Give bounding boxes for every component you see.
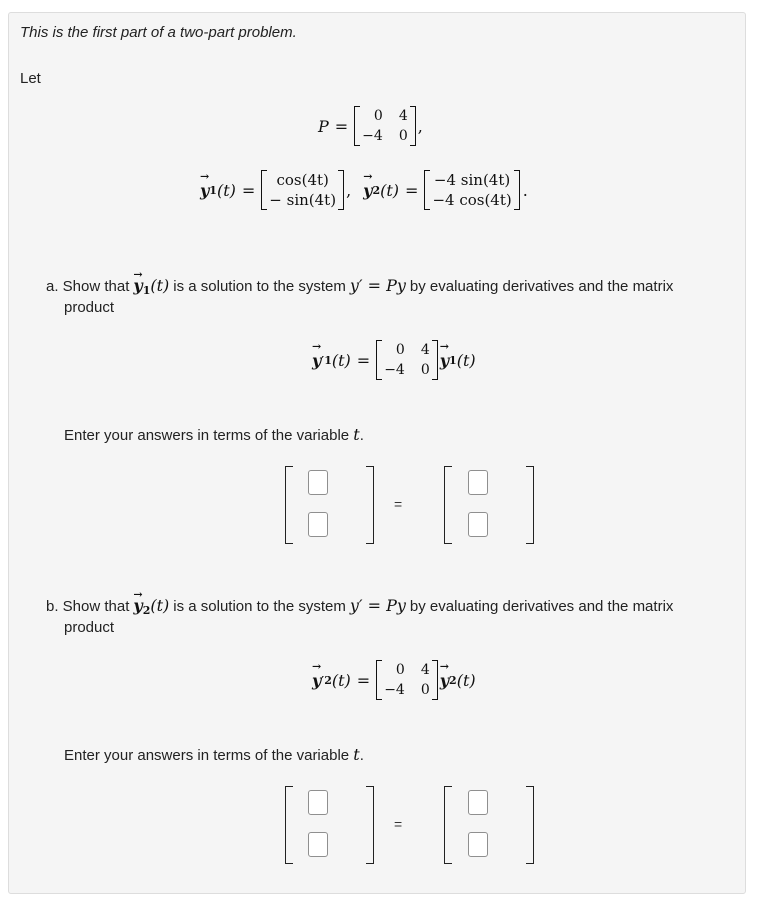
part-b-eq-y2: → y [312, 671, 321, 690]
p-entry-21: −4 [362, 128, 383, 144]
p-entry-12: 4 [398, 108, 408, 124]
part-b-p-12: 4 [420, 662, 430, 678]
part-a-eq-sub: 1 [324, 353, 332, 367]
part-a-equals: = [394, 496, 403, 512]
part-b-right-top-input[interactable] [468, 790, 488, 815]
part-a-right-bracket-r [526, 466, 534, 544]
part-b-equals: = [394, 816, 403, 832]
part-b-middle: is a solution to the system [173, 598, 346, 615]
part-b-eq-sub: 2 [324, 673, 332, 687]
y1-entry-1: cos(4t) [276, 171, 329, 189]
part-a-eq-sub-b: 1 [449, 353, 457, 367]
part-b-left-top-input[interactable] [308, 790, 328, 815]
part-b-right-bracket-l [444, 786, 452, 864]
part-b-p-11: 0 [395, 662, 405, 678]
part-a-arg: (t) [150, 276, 170, 295]
y1-entry-2: − sin(4t) [269, 191, 337, 209]
part-a-left-bracket-l [285, 466, 293, 544]
part-a-vec: → y [133, 275, 142, 297]
part-a-system: y′ = Py [349, 276, 406, 295]
p-definition: P = 0 4 −4 0 , [318, 108, 423, 144]
part-a-right-bottom-input[interactable] [468, 512, 488, 537]
part-a-sub: 1 [142, 284, 151, 297]
part-b-instruction: Enter your answers in terms of the variable t. [64, 745, 364, 764]
p-entry-11: 0 [373, 108, 383, 124]
part-a-line2: product [64, 299, 115, 316]
part-a-p-matrix [376, 340, 438, 380]
part-b-eq-arg: (t) [331, 670, 351, 690]
part-b-p-21: −4 [384, 682, 405, 698]
part-b-left-bottom-input[interactable] [308, 832, 328, 857]
part-a-statement [46, 275, 673, 302]
y-definitions: → y 1 (t) = cos(4t) − sin(4t) , → y 2 (t) = −4 sin(4t) −4 cos(4t) . [200, 170, 528, 210]
part-b-line2: product [64, 619, 115, 636]
part-a-middle: is a solution to the system [173, 278, 346, 295]
y2-arg: (t) [380, 180, 400, 200]
part-b-left-bracket-l [285, 786, 293, 864]
part-a-eq-arg-b: (t) [456, 350, 476, 370]
part-a-prefix: a. Show that [46, 278, 130, 295]
y1-matrix [261, 170, 344, 210]
part-b-suffix: by evaluating derivatives and the matrix [409, 598, 674, 615]
y2-sub: 2 [372, 183, 381, 197]
p-entry-22: 0 [398, 128, 408, 144]
part-a-left-top-input[interactable] [308, 470, 328, 495]
part-a-p-21: −4 [384, 362, 405, 378]
part-a-instruction-text: Enter your answers in terms of the variable [64, 427, 350, 444]
part-b-equation: → y ′ 2 (t) = 0 4 −4 0 → y 2 (t) [312, 660, 476, 700]
part-b-prefix: b. Show that [46, 598, 130, 615]
part-b-instruction-text: Enter your answers in terms of the variable [64, 747, 350, 764]
part-a-var: t [353, 425, 360, 444]
p-matrix [354, 106, 416, 146]
part-b-vec: → y [133, 595, 142, 617]
part-b-eq-y2b: → y [440, 671, 449, 690]
part-b-p-22: 0 [420, 682, 430, 698]
y1-sub: 1 [209, 183, 217, 197]
part-b-right-bracket-r [526, 786, 534, 864]
part-b-statement [46, 595, 673, 622]
part-a-right-top-input[interactable] [468, 470, 488, 495]
part-a-p-11: 0 [395, 342, 405, 358]
p-symbol: P [318, 116, 329, 136]
part-b-eq-sub-b: 2 [449, 673, 457, 687]
part-b-left-bracket-r [366, 786, 374, 864]
y2-symbol: → y [363, 181, 372, 200]
y2-entry-1: −4 sin(4t) [433, 171, 511, 189]
part-a-equation: → y ′ 1 (t) = 0 4 −4 0 → y 1 (t) [312, 340, 476, 380]
y2-matrix [424, 170, 519, 210]
y1-arg: (t) [216, 180, 236, 200]
part-a-eq-y1b: → y [440, 351, 449, 370]
part-b-var: t [353, 745, 360, 764]
part-a-instruction: Enter your answers in terms of the variable t. [64, 425, 364, 444]
let-text: Let [20, 70, 41, 87]
intro-text: This is the first part of a two-part problem. [20, 24, 297, 41]
y2-entry-2: −4 cos(4t) [432, 191, 512, 209]
part-b-right-bottom-input[interactable] [468, 832, 488, 857]
y1-symbol: → y [200, 181, 209, 200]
part-b-p-matrix [376, 660, 438, 700]
part-a-left-bracket-r [366, 466, 374, 544]
part-a-right-bracket-l [444, 466, 452, 544]
part-a-eq-arg: (t) [331, 350, 351, 370]
part-b-system: y′ = Py [349, 596, 406, 615]
part-b-sub: 2 [142, 604, 151, 617]
part-a-p-12: 4 [420, 342, 430, 358]
part-b-eq-arg-b: (t) [456, 670, 476, 690]
part-a-left-bottom-input[interactable] [308, 512, 328, 537]
part-a-eq-y1: → y [312, 351, 321, 370]
part-b-arg: (t) [150, 596, 170, 615]
part-a-p-22: 0 [420, 362, 430, 378]
part-a-suffix: by evaluating derivatives and the matrix [409, 278, 674, 295]
